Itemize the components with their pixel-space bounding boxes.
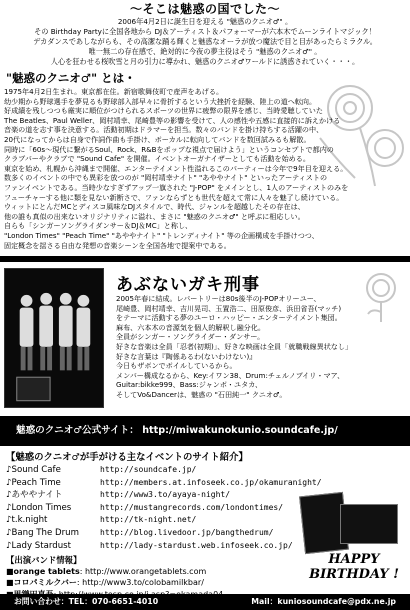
event-link[interactable]: http://lady-stardust.web.infoseek.co.jp/ xyxy=(100,540,293,550)
event-name: ♪Bang The Drum xyxy=(6,527,79,538)
event-link[interactable]: http://mustangrecords.com/londontimes/ xyxy=(100,502,284,512)
band-link[interactable]: : http://www3.to/colobamilkbar/ xyxy=(76,578,204,588)
intro-line: その Birthday Partyに全国各地から DJ＆アーティスト＆パフォーマーが六本木でムーンライトマジック！ xyxy=(34,27,376,36)
profile-line: 同時に「60s～現代に繋がるSoul、Rock、R&Bをポップな視点で届けよう」というコンセプトで都内の xyxy=(4,144,334,154)
event-name: ♪あややナイト xyxy=(6,490,63,501)
event-name: ♪London Times xyxy=(6,502,72,513)
band-line: 2005年春に結成。レパートリーは80s後半のJ-POPオリーユー、 xyxy=(116,294,321,303)
band-name: ■orange tablets xyxy=(6,567,80,577)
profile-line: 他の誰も真似の出来ないオリジナリティに溢れ、まさに "魅惑のクニオ♂" と呼ぶに相応しい。 xyxy=(4,211,305,221)
greeting-line: BIRTHDAY ! xyxy=(309,567,399,582)
links-section xyxy=(0,446,410,610)
band-line: 今日もザボンでボイルしているから。 xyxy=(116,361,237,371)
profile-line: ウィットにとんだMCとディスコ風味なDJスタイルで、時代、ジャンルを超越したその存在は、 xyxy=(4,202,305,212)
band-line: メンバー構成なるから、Key:イワン38、Drum:チェルノブイリ・マア、 xyxy=(116,370,345,380)
official-site-label: 魅惑のクニオ♂公式サイト： xyxy=(16,425,139,436)
band-line: 麻布、六本木の音源気を個人的解釈し融分化。 xyxy=(116,322,265,332)
greeting-line: HAPPY xyxy=(328,552,380,567)
band-name: ■コロパミルクバー xyxy=(6,578,77,588)
event-name: ♪Peach Time xyxy=(6,477,61,488)
events-heading: 【魅惑のクニオ♂が手がける主なイベントのサイト紹介】 xyxy=(6,452,248,463)
profile-line: 自らも「シンガーソングライダンサー＆DJ＆MC」と称し、 xyxy=(4,221,193,231)
band-line: 尾崎豊、岡村靖幸、吉川晃司、玉置浩二、田原俊彦、浜田省吾(マッチ) xyxy=(116,303,342,313)
band-title: あぶないガキ刑事 xyxy=(116,275,260,295)
band-text xyxy=(116,294,352,400)
official-site-link[interactable]: http://miwakunokunio.soundcafe.jp/ xyxy=(142,425,338,436)
band-line: 好きな言葉は『陶係あるわ(ないわけない)』 xyxy=(116,351,257,361)
band-photo xyxy=(4,268,104,408)
profile-line: ファンイベントである。当時少なすぎずアップ一旗された "J-POP" をメインとし、1人のアーティストのみを xyxy=(4,182,349,192)
profile-line: フューチャーする他に類を見ない新断さで、ファンならずとも世代を超えて常に人々を魅了し続けている。 xyxy=(4,192,344,202)
intro-line: デカダンスであしながらも、その高潔な踊る輝くと魅惑なオーラが放つ魔法で目と目があったらミラクル。 xyxy=(33,37,377,46)
contact-phone: お問い合わせ：TEL：070-6651-4010 xyxy=(14,597,159,606)
event-name: ♪Sound Cafe xyxy=(6,465,61,475)
profile-line: The Beatles、Paul Weller、岡村靖幸、尾崎豊等の影響を受けて、人の感性や五感に直接的に訴えかける xyxy=(4,115,341,125)
event-link[interactable]: http://www3.to/ayaya-night/ xyxy=(100,490,231,500)
birthday-greeting xyxy=(302,552,406,582)
profile-line: クラブバーやクラブで "Sound Cafe" を開催。イベントオーガナイザーとしても活動を始める。 xyxy=(4,154,310,164)
profile-line: "London Times" "Peach Time" "あややナイト" "トレンディナイト" 等の企画構成を手掛けつつ、 xyxy=(4,230,319,240)
intro-title: ～そこは魅惑の国でした～ xyxy=(129,2,280,16)
band-line: 好きな音楽は全員「忍者(初期)」、好きな映画は全員「就職戦線異状なし」 xyxy=(116,341,353,351)
event-link[interactable]: http://blog.livedoor.jp/bangthedrum/ xyxy=(100,527,274,537)
contact-footer xyxy=(0,594,410,610)
band-section xyxy=(0,262,410,416)
rose-icon xyxy=(358,270,404,322)
profile-line: 1975年4月2日生まれ。東京都在住。新宿歌舞伎町で産声をあげる。 xyxy=(4,87,224,96)
intro-line: 人心を狂わせる桜吹雪と月の引力に導かれ、魅惑のクニオ♂ワールドに誘惑されていく・・・。 xyxy=(50,57,360,66)
profile-heading: "魅惑のクニオ♂" とは・ xyxy=(6,71,136,85)
list-item xyxy=(0,464,410,477)
contact-mail[interactable]: Mail：kuniosoundcafe@pdx.ne.jp xyxy=(251,597,396,606)
intro-line: 唯一無二の存在感で、絶対的に今夜の夢主役はそう "魅惑のクニオ♂" 。 xyxy=(88,47,322,56)
profile-section xyxy=(0,68,410,256)
list-item xyxy=(0,489,410,502)
official-site-banner xyxy=(0,420,410,442)
profile-line: 東京を始め、札幌から沖縄まで開催、エンターテイメント性溢れるこのパーティーは今年で9年目を迎える。 xyxy=(4,163,348,173)
event-name: ♪t.k.night xyxy=(6,515,48,526)
band-line: そしてVo&Dancerは、魅惑の "石田純一" クニオ♂。 xyxy=(116,389,287,399)
intro-section xyxy=(0,0,410,68)
list-item xyxy=(0,477,410,490)
event-link[interactable]: http://members.at.infoseek.co.jp/okamuranight/ xyxy=(100,477,322,487)
profile-line: 固定概念を揺さる自由な発想の音楽シーンを全国各地で提案中である。 xyxy=(4,240,231,250)
event-name: ♪Lady Stardust xyxy=(6,540,72,551)
performance-photo xyxy=(340,504,398,544)
profile-line: 幼少期から野球選手を夢見るも野球部入部早々に骨折するという大挫折を経験、陸上の道へ転向。 xyxy=(4,96,317,106)
bands-heading: 【出演バンド情報】 xyxy=(6,555,82,566)
profile-line: 音楽の道を志す事を決意する。活動初期はドラマーを担当。数々のバンドを掛け持ちする活躍の中、 xyxy=(4,125,324,135)
band-line: Guitar:bikke999、Bass:ジャンボ・ユタカ、 xyxy=(116,380,263,390)
rose-decoration-icon xyxy=(260,68,410,188)
profile-line: 20代になってからは自身で作詞作曲も手掛け、ボーカルに転向してバンドを数回試みるも解散。 xyxy=(4,134,311,144)
band-line: 全員がシンガー・ソングライダー・ダンサー。 xyxy=(116,332,265,342)
intro-line: 2006年4月2日に誕生日を迎える "魅惑のクニオ♂" 。 xyxy=(117,17,293,26)
band-line: をテーマに活動する夢のユーロ・ハッピー・エンターテイメント集団。 xyxy=(116,313,342,323)
band-link[interactable]: : http://www.orangetablets.com xyxy=(79,567,207,577)
event-link[interactable]: http://soundcafe.jp/ xyxy=(100,465,197,474)
profile-line: 好成績を残しつつも厳実に順位がつけられるスポーツの世界に疲弊の限界を感じ、当時愛聴していた xyxy=(4,106,323,116)
event-link[interactable]: http://tk-night.net/ xyxy=(100,515,197,525)
profile-line: 数多くのイベントの中でも異彩を放つのが "岡村靖幸ナイト" "あややナイト" といったアーティストの xyxy=(4,173,328,183)
